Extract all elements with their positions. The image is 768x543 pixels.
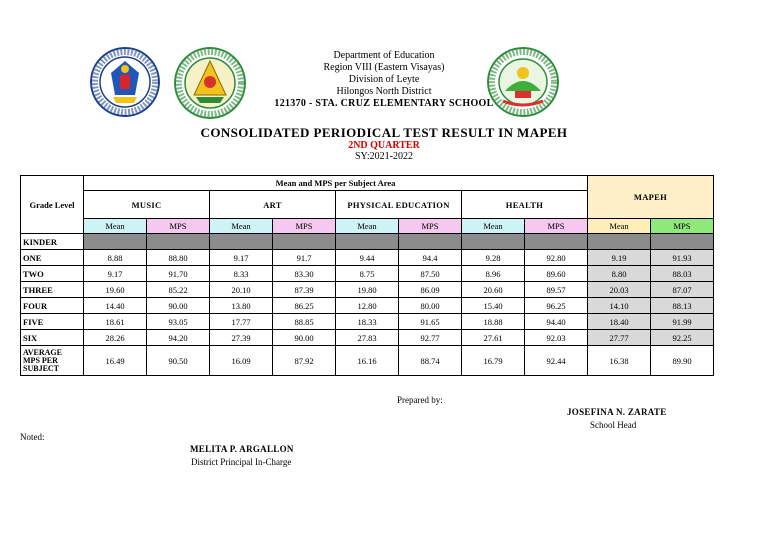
health-mps-cell: 89.57 xyxy=(525,282,588,298)
mapeh-mps-cell: 91.93 xyxy=(651,250,714,266)
pe-mean-cell: 9.44 xyxy=(336,250,399,266)
empty-cell xyxy=(147,234,210,250)
noted-label: Noted: xyxy=(20,432,45,442)
music-mps-cell: 93.05 xyxy=(147,314,210,330)
preparer-title: School Head xyxy=(590,420,637,430)
music-mps-cell: 85.22 xyxy=(147,282,210,298)
mps-header: MPS xyxy=(399,219,462,234)
music-mps-cell: 90.00 xyxy=(147,298,210,314)
pe-mps-cell: 94.4 xyxy=(399,250,462,266)
health-mps-cell: 92.80 xyxy=(525,250,588,266)
health-mps-cell: 94.40 xyxy=(525,314,588,330)
average-health-mean: 16.79 xyxy=(462,346,525,376)
grade-label: THREE xyxy=(21,282,84,298)
mapeh-mean-cell: 27.77 xyxy=(588,330,651,346)
average-music-mps: 90.50 xyxy=(147,346,210,376)
grade-label: TWO xyxy=(21,266,84,282)
music-mean-cell: 19.60 xyxy=(84,282,147,298)
pe-mean-cell: 12.80 xyxy=(336,298,399,314)
grade-label: ONE xyxy=(21,250,84,266)
grade-label: FIVE xyxy=(21,314,84,330)
mapeh-mean-cell: 18.40 xyxy=(588,314,651,330)
empty-cell xyxy=(336,234,399,250)
subject-health-header: HEALTH xyxy=(462,191,588,219)
pe-mean-cell: 18.33 xyxy=(336,314,399,330)
mapeh-mps-header: MPS xyxy=(651,219,714,234)
mean-header: Mean xyxy=(336,219,399,234)
table-row xyxy=(21,314,714,330)
average-health-mps: 92.44 xyxy=(525,346,588,376)
average-pe-mean: 16.16 xyxy=(336,346,399,376)
mapeh-mps-cell: 88.13 xyxy=(651,298,714,314)
empty-cell xyxy=(210,234,273,250)
health-mean-cell: 18.88 xyxy=(462,314,525,330)
header-school: 121370 - STA. CRUZ ELEMENTARY SCHOOL xyxy=(274,98,494,109)
art-mean-cell: 9.17 xyxy=(210,250,273,266)
table-row xyxy=(21,298,714,314)
mps-header: MPS xyxy=(525,219,588,234)
table-row-average xyxy=(21,346,714,376)
health-mean-cell: 8.96 xyxy=(462,266,525,282)
mean-header: Mean xyxy=(84,219,147,234)
health-mps-cell: 89.60 xyxy=(525,266,588,282)
music-mps-cell: 94.20 xyxy=(147,330,210,346)
health-mean-cell: 20.60 xyxy=(462,282,525,298)
average-label-line: MPS PER xyxy=(23,355,58,365)
art-mps-cell: 90.00 xyxy=(273,330,336,346)
art-mean-cell: 13.80 xyxy=(210,298,273,314)
art-mps-cell: 88.85 xyxy=(273,314,336,330)
mean-header: Mean xyxy=(210,219,273,234)
pe-mps-cell: 80.00 xyxy=(399,298,462,314)
table-row xyxy=(21,250,714,266)
art-mean-cell: 27.39 xyxy=(210,330,273,346)
preparer-name: JOSEFINA N. ZARATE xyxy=(567,407,667,417)
subject-art-header: ART xyxy=(210,191,336,219)
mapeh-mean-header: Mean xyxy=(588,219,651,234)
mps-header: MPS xyxy=(273,219,336,234)
grade-label: KINDER xyxy=(21,234,84,250)
mapeh-mps-cell: 92.25 xyxy=(651,330,714,346)
empty-cell xyxy=(462,234,525,250)
average-mapeh-mps: 89.90 xyxy=(651,346,714,376)
art-mean-cell: 20.10 xyxy=(210,282,273,298)
noter-name: MELITA P. ARGALLON xyxy=(190,444,294,454)
mapeh-mean-cell: 20.03 xyxy=(588,282,651,298)
mapeh-header: MAPEH xyxy=(588,176,714,219)
header-region: Region VIII (Eastern Visayas) xyxy=(323,62,445,73)
average-art-mps: 87.92 xyxy=(273,346,336,376)
empty-cell xyxy=(525,234,588,250)
empty-cell xyxy=(273,234,336,250)
health-mps-cell: 96.25 xyxy=(525,298,588,314)
mapeh-mps-cell: 88.03 xyxy=(651,266,714,282)
pe-mps-cell: 91.65 xyxy=(399,314,462,330)
music-mean-cell: 18.61 xyxy=(84,314,147,330)
pe-mean-cell: 8.75 xyxy=(336,266,399,282)
header-department: Department of Education xyxy=(333,50,435,61)
average-label-line: AVERAGE xyxy=(23,347,62,357)
subject-area-header: Mean and MPS per Subject Area xyxy=(84,176,588,191)
art-mps-cell: 83.30 xyxy=(273,266,336,282)
results-table xyxy=(20,175,714,376)
header-district: Hilongos North District xyxy=(336,86,432,97)
table-row-kinder xyxy=(21,234,714,250)
subject-music-header: MUSIC xyxy=(84,191,210,219)
mps-header: MPS xyxy=(147,219,210,234)
music-mps-cell: 91.70 xyxy=(147,266,210,282)
art-mps-cell: 91.7 xyxy=(273,250,336,266)
empty-cell xyxy=(399,234,462,250)
average-music-mean: 16.49 xyxy=(84,346,147,376)
letterhead xyxy=(0,50,768,110)
average-mapeh-mean: 16.38 xyxy=(588,346,651,376)
average-pe-mps: 88.74 xyxy=(399,346,462,376)
average-label xyxy=(21,346,84,376)
noter-title: District Principal In-Charge xyxy=(191,457,292,467)
music-mps-cell: 88.80 xyxy=(147,250,210,266)
grade-label: FOUR xyxy=(21,298,84,314)
health-mean-cell: 15.40 xyxy=(462,298,525,314)
prepared-by-label: Prepared by: xyxy=(397,395,443,405)
art-mps-cell: 87.39 xyxy=(273,282,336,298)
music-mean-cell: 8.88 xyxy=(84,250,147,266)
music-mean-cell: 14.40 xyxy=(84,298,147,314)
mapeh-mean-cell: 9.19 xyxy=(588,250,651,266)
report-title: CONSOLIDATED PERIODICAL TEST RESULT IN MAPEH xyxy=(200,125,568,140)
mapeh-mps-cell: 87.07 xyxy=(651,282,714,298)
art-mean-cell: 17.77 xyxy=(210,314,273,330)
pe-mps-cell: 86.09 xyxy=(399,282,462,298)
mapeh-mps-cell: 91.99 xyxy=(651,314,714,330)
report-quarter: 2ND QUARTER xyxy=(348,140,420,151)
mapeh-mean-cell: 8.80 xyxy=(588,266,651,282)
table-row xyxy=(21,330,714,346)
health-mps-cell: 92.03 xyxy=(525,330,588,346)
empty-cell xyxy=(651,234,714,250)
mapeh-mean-cell: 14.10 xyxy=(588,298,651,314)
art-mps-cell: 86.25 xyxy=(273,298,336,314)
school-year: SY:2021-2022 xyxy=(355,151,413,162)
pe-mps-cell: 87.50 xyxy=(399,266,462,282)
table-row xyxy=(21,266,714,282)
mean-header: Mean xyxy=(462,219,525,234)
average-art-mean: 16.09 xyxy=(210,346,273,376)
empty-cell xyxy=(588,234,651,250)
art-mean-cell: 8.33 xyxy=(210,266,273,282)
music-mean-cell: 28.26 xyxy=(84,330,147,346)
music-mean-cell: 9.17 xyxy=(84,266,147,282)
average-label-line: SUBJECT xyxy=(23,363,60,373)
health-mean-cell: 9.28 xyxy=(462,250,525,266)
empty-cell xyxy=(84,234,147,250)
pe-mean-cell: 27.83 xyxy=(336,330,399,346)
health-mean-cell: 27.61 xyxy=(462,330,525,346)
pe-mean-cell: 19.80 xyxy=(336,282,399,298)
pe-mps-cell: 92.77 xyxy=(399,330,462,346)
table-row xyxy=(21,282,714,298)
grade-label: SIX xyxy=(21,330,84,346)
header-division: Division of Leyte xyxy=(348,74,420,85)
subject-pe-header: PHYSICAL EDUCATION xyxy=(336,191,462,219)
grade-level-header: Grade Level xyxy=(21,176,84,234)
